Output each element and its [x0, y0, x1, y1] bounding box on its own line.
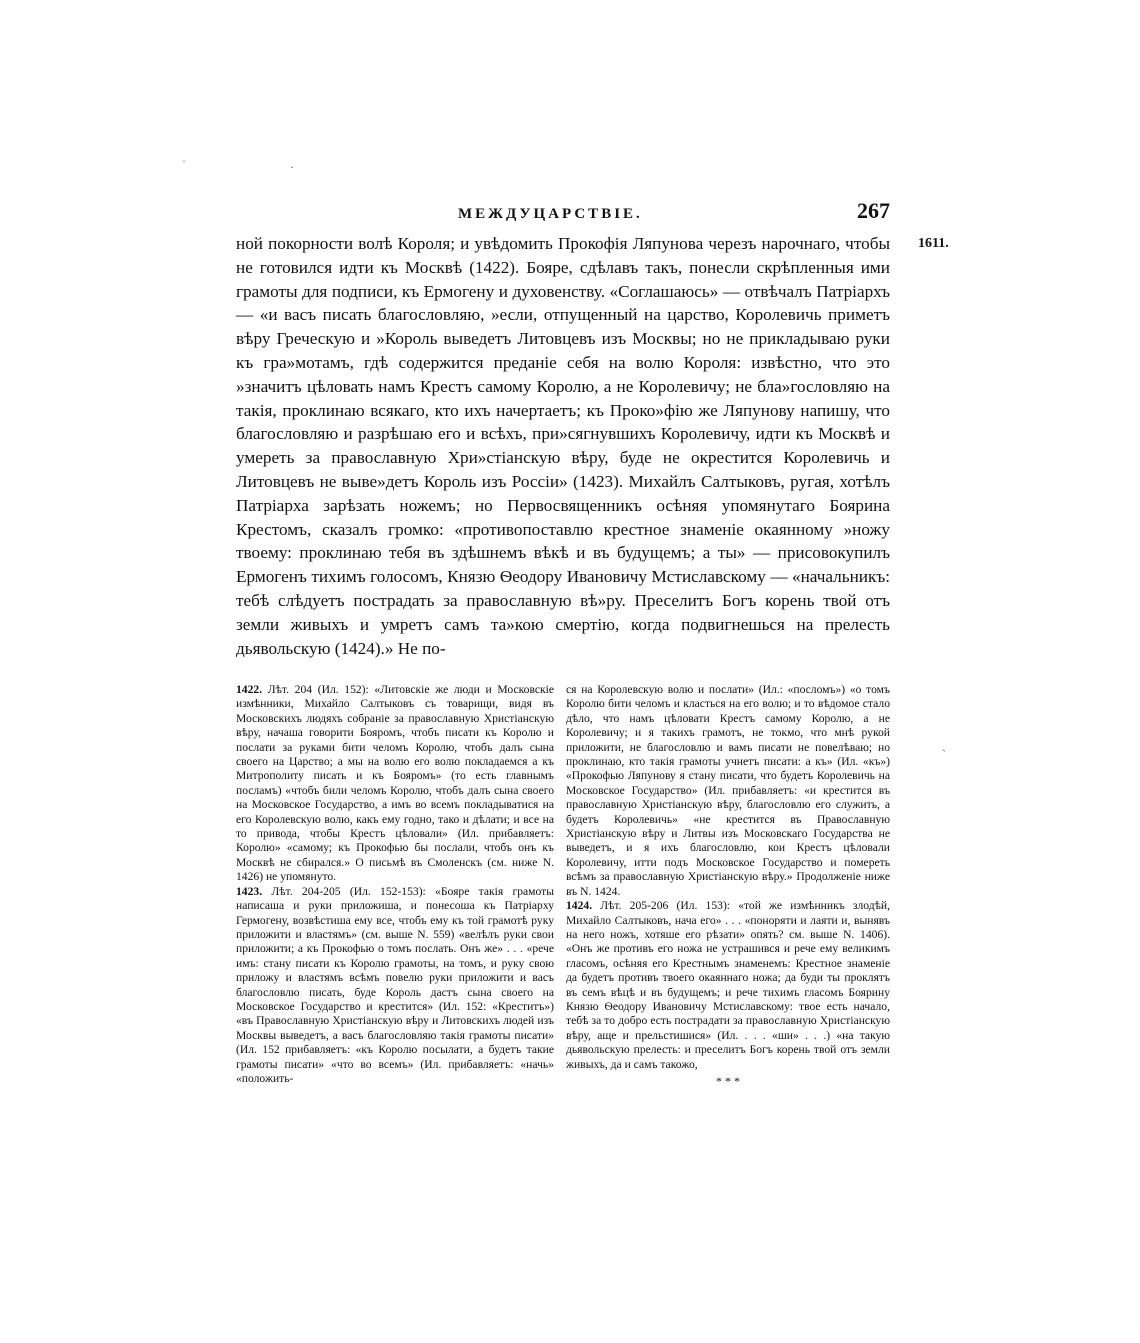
- footnotes-right-column: [566, 683, 890, 1088]
- footnote-text: ся на Королевскую волю и послати» (Ил.: «посломъ») «о томъ Королю бити челомъ и класться на его волю; и то вѣдомое стало дѣло, что намъ цѣловати Крестъ самому Королю, а не Королевичу; и я такихъ грамотъ, не токмо, что мнѣ рукой приложити, не благословлю и вамъ писати не повелѣваю; но проклинаю, кто такія грамоты учнетъ писати: а къ» (Ил. «къ») «Прокофью Ляпунову я стану писати, что будетъ Королевичь на Московское Государство» (Ил. прибавляетъ: «и крестится въ православную Христіанскую вѣру, благословлю его служить, а будетъ Королевичь» «не крестится въ Православную Христіанскую вѣру и Литвы изъ Московскаго Государства не выведетъ, и я ихъ благословлю, кои Крестъ цѣловали Королевичу, итти подъ Московское Государство и помереть всѣмъ за православную Христіанскую вѣру.» Продолженіе ниже въ N. 1424.: [566, 683, 890, 898]
- ink-speck: ·: [290, 160, 294, 174]
- footnote: [566, 683, 890, 899]
- page-number: 267: [857, 198, 890, 223]
- footnotes-left-column: [236, 683, 554, 1086]
- ink-speck: ˏ: [942, 738, 946, 752]
- footnote: [566, 899, 890, 1072]
- page-header: [236, 198, 890, 228]
- footnote-number: 1423.: [236, 884, 263, 898]
- footnote-number: 1422.: [236, 683, 263, 696]
- footnote-end-mark: * * *: [716, 1073, 740, 1088]
- footnote-text: Лѣт. 204-205 (Ил. 152-153): «Бояре такія грамоты написаша и руки приложиша, и понесоша къ Патріарху Гермогену, возвѣстиша ему все, чтобъ ему къ той грамотѣ руку приложити и властямъ» (см. выше N. 559) «велѣлъ руки свои приложити; а къ Прокофью о томъ послать. Онъ же» . . . «рече имъ: стану писати къ Королю грамоты, на томъ, и руку свою приложу и властямъ всѣмъ повелю руки приложити и васъ благословлю писать, буде Король дастъ сына своего на Московское Государство и крестится» (Ил. 152: «Креститъ») «въ Православную Христіанскую вѣру и Литовскихъ людей изъ Москвы выведетъ, а васъ благословляю такія грамоты писати» (Ил. 152 прибавляетъ: «къ Королю посылати, а будетъ такие грамоты писати» «что во всемъ» (Ил. прибавляетъ: «начь» «положить-: [236, 884, 555, 1085]
- running-title: МЕЖДУЦАРСТВІЕ.: [458, 206, 643, 222]
- footnote: [236, 885, 554, 1087]
- margin-year: 1611.: [918, 236, 949, 251]
- footnote-text: Лѣт. 205-206 (Ил. 153): «той же измѣнникъ злодѣй, Михайло Салтыковъ, нача его» . . . «поноряти и лаяти и, вынявъ на него ножъ, хотяше его рѣзати» опять? см. выше N. 1406). «Онъ же противъ его ножа не устрашився и рече ему великимъ гласомъ, осѣняя его Крестнымъ знаменемъ: Крестное знаменіе да будетъ противъ твоего окаяннаго ножа; да буди ты проклятъ въ семъ вѣцѣ и въ будущемъ; и рече тихимъ гласомъ Боярину Князю Ѳеодору Ивановичу Мстиславскому: твое есть начало, тебѣ за то добро есть пострадати за православную Христіанскую вѣру, аще и прельстишися» (Ил. . . . «ши» . . .) «на такую дьявольскую прелесть: и преселитъ Богъ корень твой отъ земли живыхъ, да и самъ такожо,: [566, 899, 891, 1071]
- footnote-number: 1424.: [566, 899, 593, 913]
- ink-speck: ˈ: [182, 158, 186, 172]
- footnote-text: Лѣт. 204 (Ил. 152): «Литовскіе же люди и Московскіе измѣнники, Михайло Салтыковъ съ товарищи, видя въ Московскихъ людяхъ собраніе за православную Христіанскую вѣру, начаша говорити Бояромъ, чтобъ писати къ Королю и послати за руками бити челомъ Королю, чтобъ далъ сына своего на Царство; а мы на волю его волю покладаемся а къ Митрополиту писать и къ Бояромъ» (то есть главнымъ посламъ) «чтобъ били челомъ Королю, чтобъ далъ сына своего на Московское Государство, а имъ во всемъ покладыватися на его Королевскую волю, какъ ему годно, тако и дѣлати; и все на то привода, чтобы Крестъ цѣловали» (Ил. прибавляетъ: Королю» «самому; къ Прокофью бы послали, чтобъ онъ къ Москвѣ не сбирался.» О письмѣ въ Смоленскъ (см. ниже N. 1426) не упомянуто.: [236, 683, 554, 884]
- main-text: ной покорности волѣ Короля; и увѣдомить Прокофія Ляпунова черезъ нарочнаго, чтобы не готовился идти къ Москвѣ (1422). Бояре, сдѣлавъ такъ, понесли скрѣпленныя ими грамоты для подписи, къ Ермогену и духовенству. «Соглашаюсь» — отвѣчалъ Патріархъ — «и васъ писать благословляю, »если, отпущенный на царство, Королевичь приметъ вѣру Греческую и »Король выведетъ Литовцевъ изъ Москвы; но не прикладываю руки къ гра»мотамъ, гдѣ содержится преданіе себя на волю Короля: извѣстно, что это »значитъ цѣловать намъ Крестъ самому Королю, а не Королевичу; не бла»гословляю на такія, проклинаю всякаго, кто ихъ начертаетъ; къ Проко»фію же Ляпунову напишу, что благословляю и разрѣшаю его и всѣхъ, при»сягнувшихъ Королевичу, идти къ Москвѣ и умереть за православную Хри»стіанскую вѣру, буде не окрестится Королевичь и Литовцевъ не выве»детъ Король изъ Россіи» (1423). Михайлъ Салтыковъ, ругая, хотѣлъ Патріарха зарѣзать ножемъ; но Первосвященникъ осѣняя упомянутаго Боярина Крестомъ, сказалъ громко: «противопоставлю крестное знаменіе окаянному »ножу твоему: проклинаю тебя въ здѣшнемъ вѣкѣ и въ будущемъ; а ты» — присовокупилъ Ермогенъ тихимъ голосомъ, Князю Ѳеодору Ивановичу Мстиславскому — «начальникъ: тебѣ слѣдуетъ пострадать за православную вѣ»ру. Преселитъ Богъ корень твой отъ земли живыхъ и умретъ самъ та»кою смертію, когда подвигнешься на прелесть дьявольскую (1424).» Не по-: [236, 234, 890, 658]
- footnote: [236, 683, 554, 885]
